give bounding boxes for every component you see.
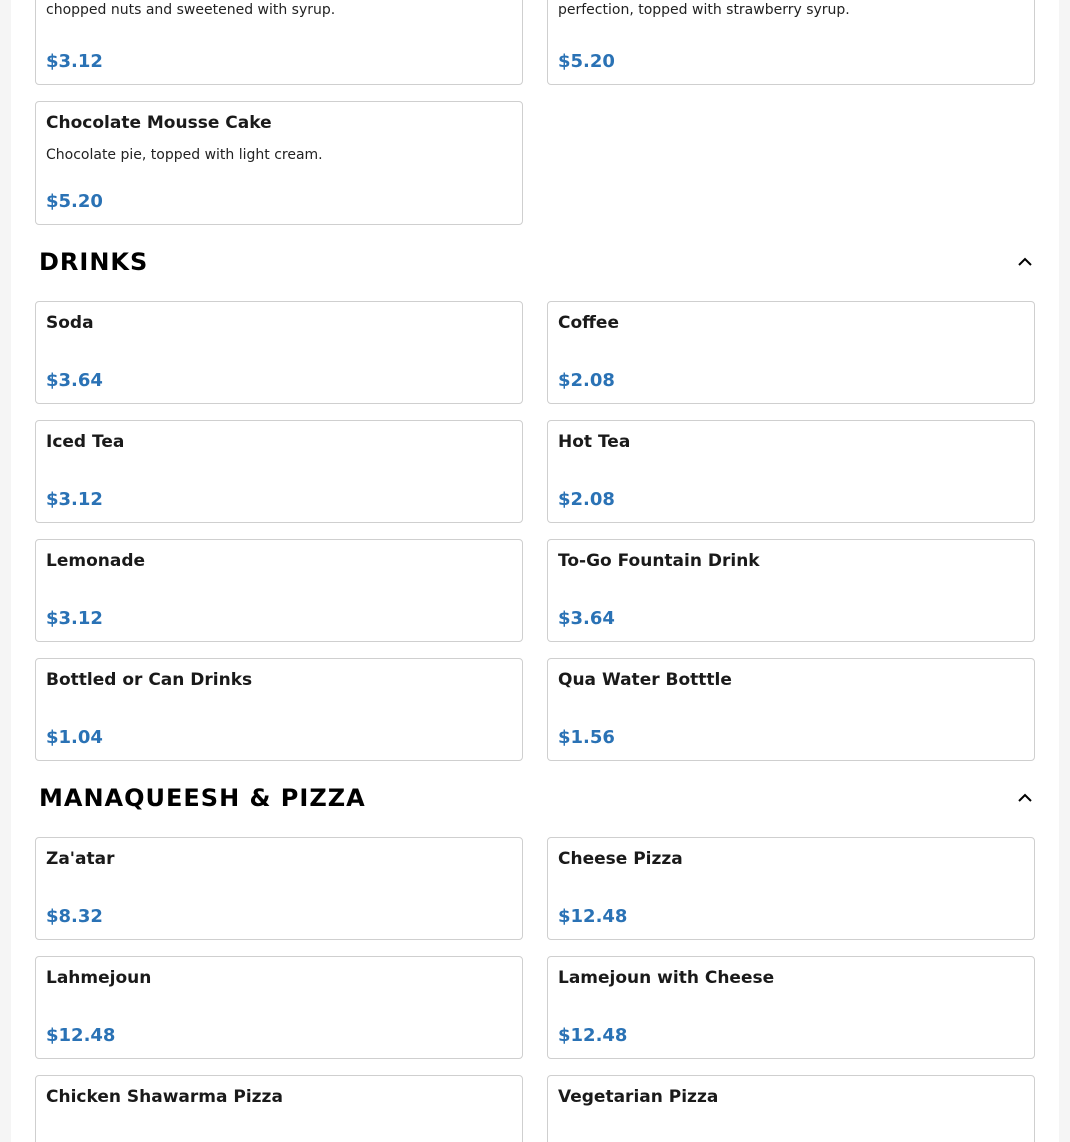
section-title: DRINKS <box>39 248 149 276</box>
item-name: Hot Tea <box>558 432 631 452</box>
item-price: $12.48 <box>558 906 628 927</box>
drinks-section-header[interactable] <box>39 248 1035 276</box>
chevron-up-icon[interactable] <box>1015 788 1035 808</box>
item-name: Cheese Pizza <box>558 849 683 869</box>
item-price: $1.04 <box>46 727 103 748</box>
item-name: Coffee <box>558 313 619 333</box>
menu-item-card[interactable] <box>35 837 523 940</box>
item-price: $8.32 <box>46 906 103 927</box>
item-name: Iced Tea <box>46 432 125 452</box>
item-price: $3.12 <box>46 608 103 629</box>
desserts-grid <box>35 0 1035 225</box>
menu-item-card[interactable] <box>35 0 523 85</box>
pizza-grid <box>35 837 1035 1142</box>
menu-item-card[interactable] <box>35 101 523 225</box>
menu-item-card[interactable] <box>547 837 1035 940</box>
item-name: Qua Water Botttle <box>558 670 732 690</box>
drinks-grid <box>35 301 1035 761</box>
item-price: $5.20 <box>558 51 615 72</box>
item-name: To-Go Fountain Drink <box>558 551 760 571</box>
menu-item-card[interactable] <box>35 301 523 404</box>
item-name: Lemonade <box>46 551 146 571</box>
item-price: $3.64 <box>46 370 103 391</box>
pizza-section-header[interactable] <box>39 784 1035 812</box>
item-price: $1.56 <box>558 727 615 748</box>
menu-item-card[interactable] <box>547 0 1035 85</box>
item-name: Soda <box>46 313 94 333</box>
item-name: Bottled or Can Drinks <box>46 670 253 690</box>
item-price: $5.20 <box>46 191 103 212</box>
item-name: Chocolate Mousse Cake <box>46 113 272 133</box>
item-price: $3.64 <box>558 608 615 629</box>
menu-item-card[interactable] <box>35 1075 523 1142</box>
section-title: MANAQUEESH & PIZZA <box>39 784 366 812</box>
menu-item-card[interactable] <box>547 956 1035 1059</box>
item-name: Chicken Shawarma Pizza <box>46 1087 283 1107</box>
chevron-up-icon[interactable] <box>1015 252 1035 272</box>
menu-item-card[interactable] <box>547 658 1035 761</box>
menu-item-card[interactable] <box>35 658 523 761</box>
menu-item-card[interactable] <box>547 420 1035 523</box>
item-price: $3.12 <box>46 489 103 510</box>
menu-item-card[interactable] <box>35 420 523 523</box>
item-price: $12.48 <box>46 1025 116 1046</box>
item-name: Vegetarian Pizza <box>558 1087 719 1107</box>
item-price: $12.48 <box>558 1025 628 1046</box>
item-name: Za'atar <box>46 849 115 869</box>
item-price: $2.08 <box>558 370 615 391</box>
menu-page <box>11 0 1059 1142</box>
item-name: Lahmejoun <box>46 968 152 988</box>
item-price: $2.08 <box>558 489 615 510</box>
menu-item-card[interactable] <box>35 539 523 642</box>
item-price: $3.12 <box>46 51 103 72</box>
menu-item-card[interactable] <box>547 1075 1035 1142</box>
item-description: chopped nuts and sweetened with syrup. <box>46 2 336 18</box>
menu-item-card[interactable] <box>547 539 1035 642</box>
menu-item-card[interactable] <box>547 301 1035 404</box>
item-name: Lamejoun with Cheese <box>558 968 775 988</box>
item-description: Chocolate pie, topped with light cream. <box>46 147 323 163</box>
menu-item-card[interactable] <box>35 956 523 1059</box>
item-description: perfection, topped with strawberry syrup. <box>558 2 850 18</box>
